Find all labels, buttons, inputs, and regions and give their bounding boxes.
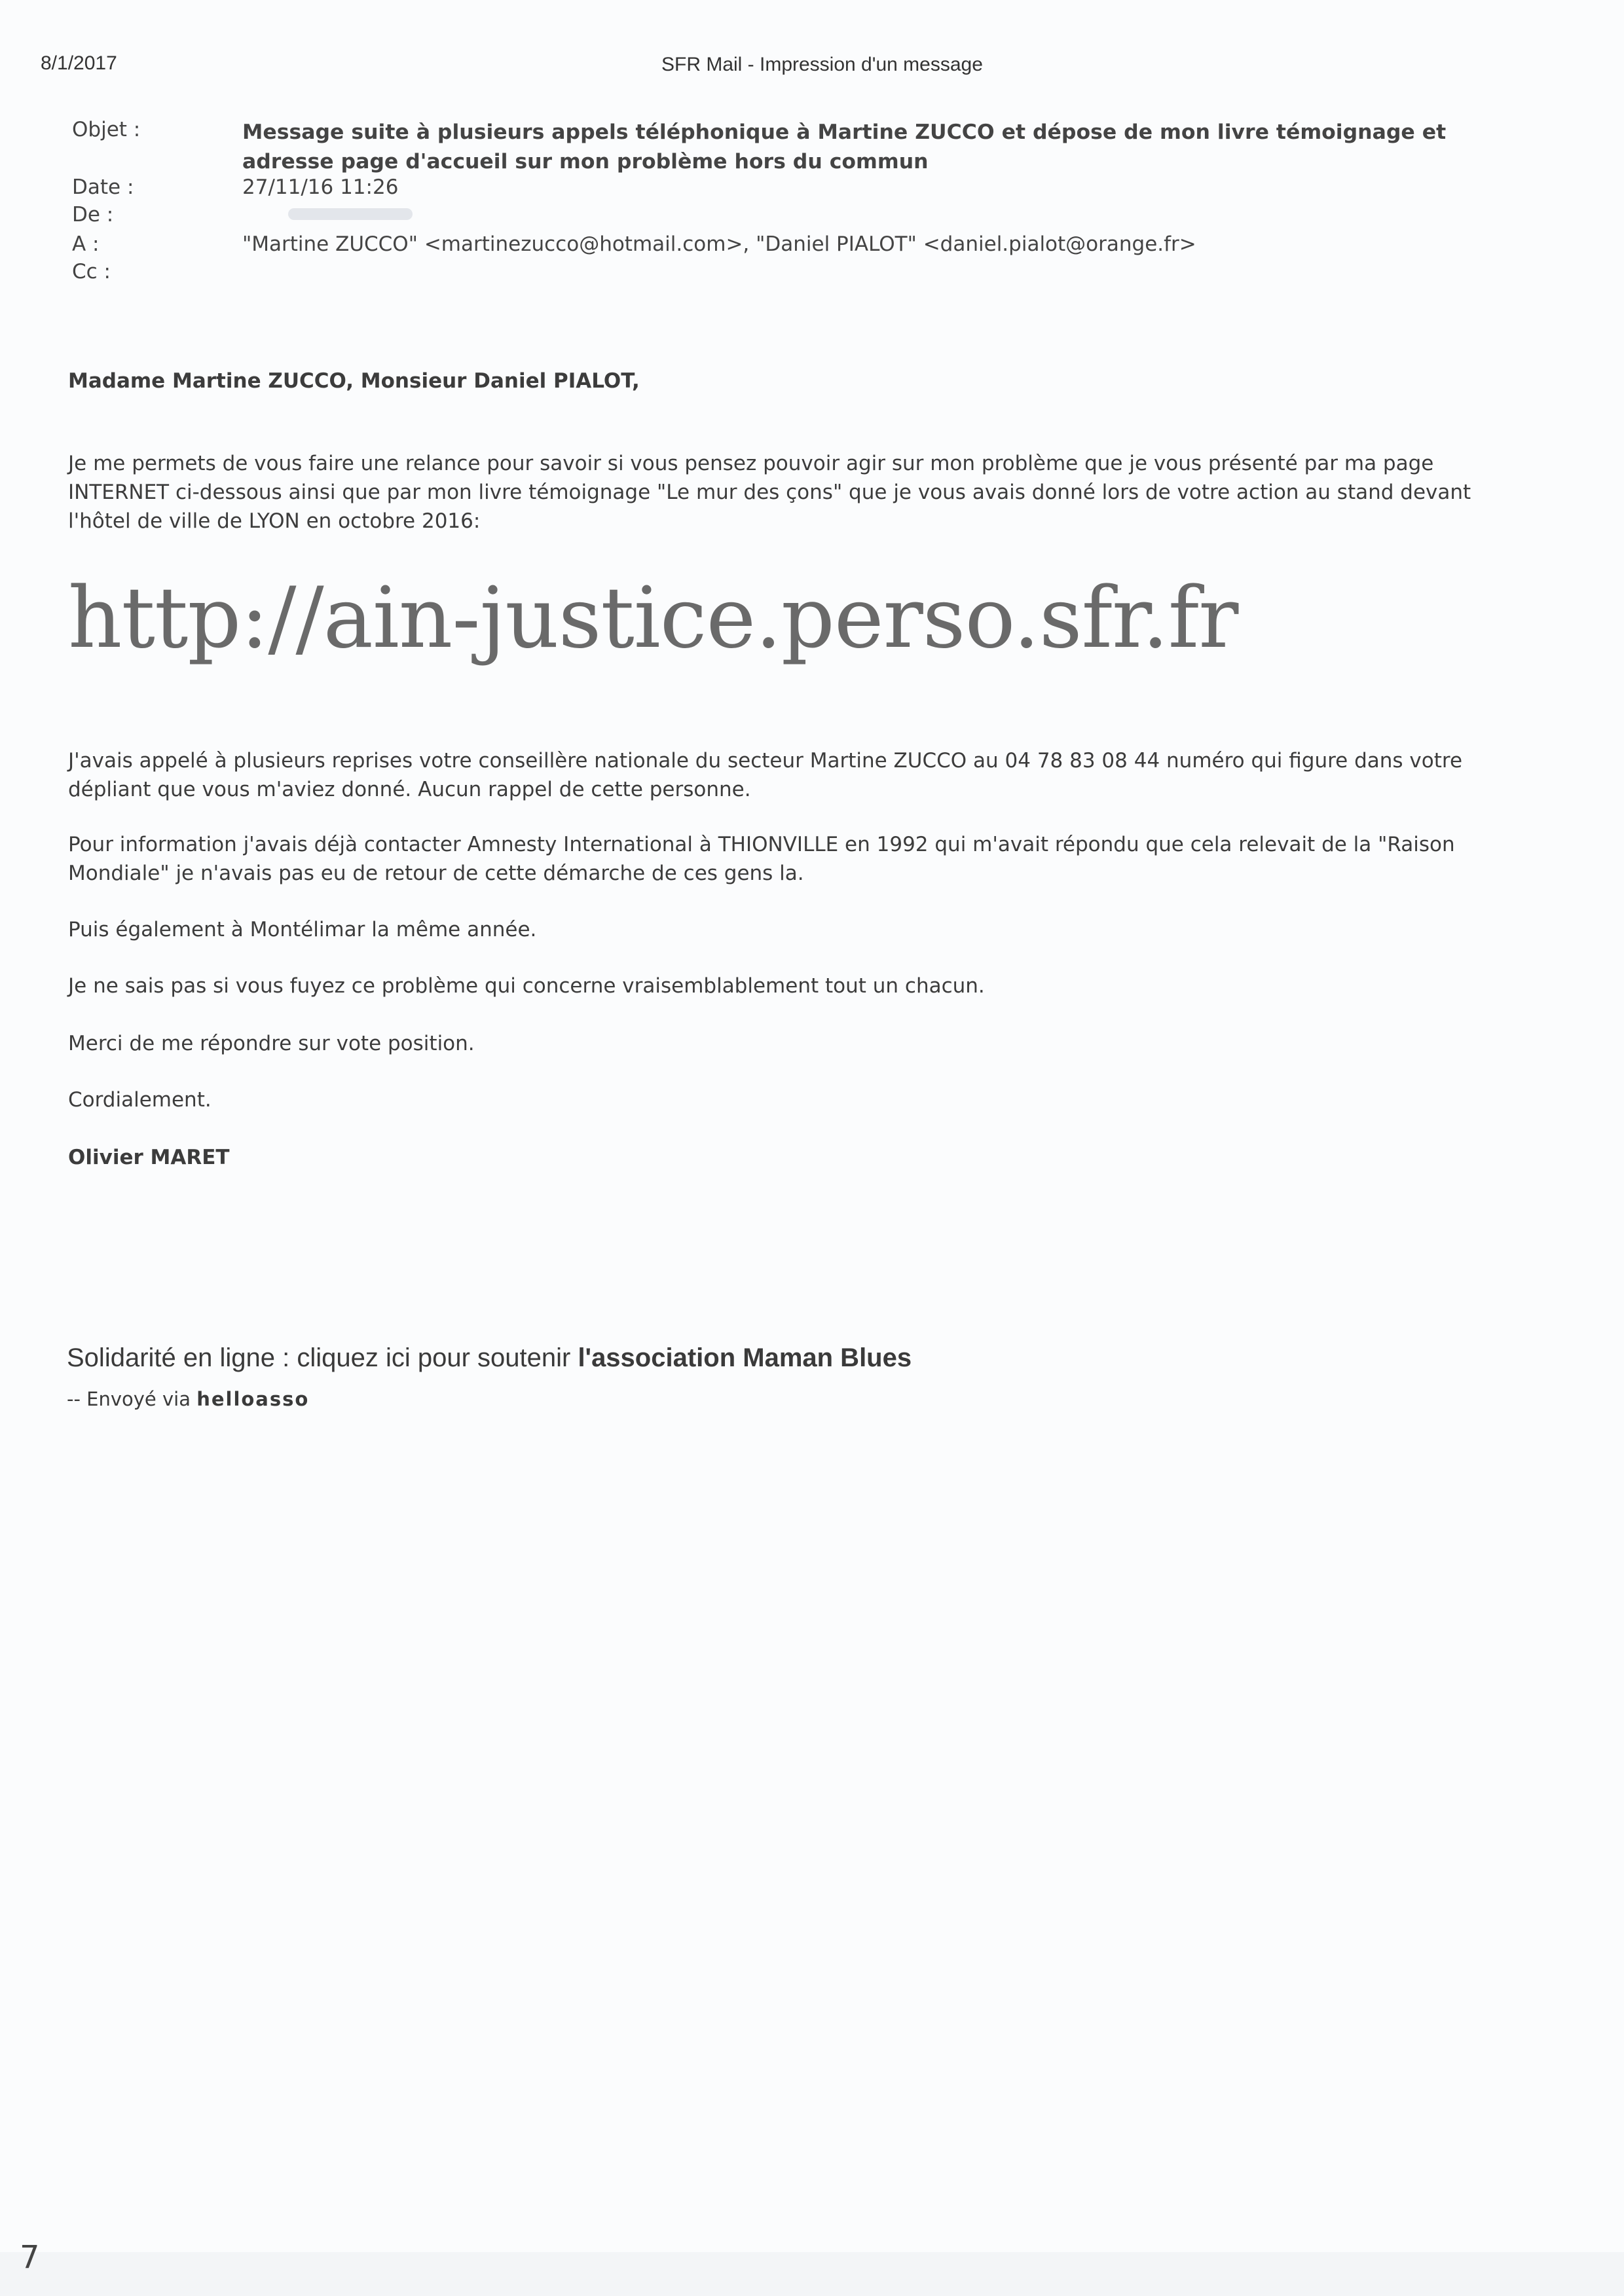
handwritten-page-mark: 7 — [20, 2239, 40, 2276]
paragraph-3: Pour information j'avais déjà contacter Amnesty International à THIONVILLE en 1992 qui m'avait répondu que cela relevait de la "Raison Mondiale" je n'avais pas eu de retour de cette démarche de ces gens la. — [68, 833, 1455, 885]
email-subject: Message suite à plusieurs appels téléphonique à Martine ZUCCO et dépose de mon livre témoignage et adresse page d'accueil sur mon problème hors du commun — [242, 120, 1447, 173]
from-label: De : — [72, 203, 114, 227]
date-value: 27/11/16 11:26 — [242, 175, 399, 199]
signature: Olivier MARET — [68, 1146, 230, 1169]
greeting: Madame Martine ZUCCO, Monsieur Daniel PIALOT, — [68, 369, 640, 393]
to-label: A : — [72, 232, 100, 256]
redacted-sender-smudge — [288, 208, 413, 220]
cc-label: Cc : — [72, 260, 111, 283]
subject-label: Objet : — [72, 118, 141, 141]
helloasso-brand: helloasso — [196, 1388, 310, 1410]
paragraph-1: Je me permets de vous faire une relance pour savoir si vous pensez pouvoir agir sur mon problème que je vous présenté par ma page INTERNET ci-dessous ainsi que par mon livre témoignage "Le mur des çons" que je vous avais donné lors de votre action au stand devant l'hôtel de ville de LYON en octobre 2016: — [68, 452, 1471, 533]
paragraph-4: Puis également à Montélimar la même année. — [68, 918, 537, 941]
print-date: 8/1/2017 — [41, 52, 117, 74]
date-label: Date : — [72, 175, 134, 199]
paragraph-2: J'avais appelé à plusieurs reprises votre conseillère nationale du secteur Martine ZUCCO au 04 78 83 08 44 numéro qui figure dans votre dépliant que vous m'aviez donné. Aucun rappel de cette personne. — [68, 749, 1463, 801]
association-link[interactable]: l'association Maman Blues — [578, 1343, 912, 1372]
solidarity-promo — [67, 1343, 912, 1373]
website-url: http://ain-justice.perso.sfr.fr — [68, 570, 1238, 667]
sent-via-line — [67, 1388, 309, 1410]
to-value: "Martine ZUCCO" <martinezucco@hotmail.com>, "Daniel PIALOT" <daniel.pialot@orange.fr> — [242, 232, 1196, 256]
print-header-title: SFR Mail - Impression d'un message — [661, 54, 983, 75]
sent-via-text: -- Envoyé via — [67, 1388, 197, 1410]
promo-text: Solidarité en ligne : cliquez ici pour soutenir — [67, 1343, 578, 1372]
scan-bottom-edge — [0, 2252, 1624, 2296]
paragraph-5: Je ne sais pas si vous fuyez ce problème qui concerne vraisemblablement tout un chacun. — [68, 974, 985, 998]
closing: Cordialement. — [68, 1088, 212, 1112]
paragraph-6: Merci de me répondre sur vote position. — [68, 1032, 475, 1055]
